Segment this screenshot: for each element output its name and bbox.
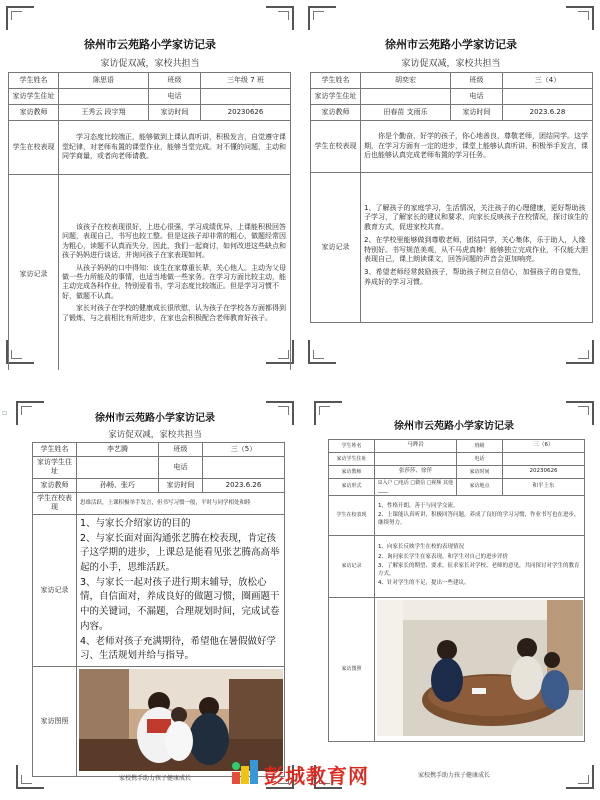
copy-icon: ▫ bbox=[2, 408, 8, 417]
corner-ornament bbox=[308, 6, 336, 30]
corner-ornament bbox=[308, 340, 336, 364]
label-address: 家访学生住址 bbox=[33, 457, 77, 479]
label-performance: 学生在校表现 bbox=[9, 121, 59, 175]
record-card-4 bbox=[308, 395, 600, 795]
corner-ornament bbox=[6, 6, 34, 30]
date-value: 2023.6.26 bbox=[203, 478, 285, 492]
label-teacher: 家访教师 bbox=[311, 105, 361, 121]
record-text: 1、与家长介绍家访的目的 2、与家长面对面沟通张艺腾在校表现，肯定孩子这学期的进步，上课总是能看见张艺腾高高举起的小手，思维活跃。 3、与家长一起对孩子进行期末辅导，放松心情，自信面对，养成良好的做题习惯，圈画题干中的关键词，不漏题，合理规划时间，完成试卷内容。 4、老师对孩子充满期待，希望他在暑假做好学习、生活规划并给与指导。 bbox=[77, 514, 285, 666]
home-visit-photo bbox=[377, 600, 583, 736]
record-table bbox=[310, 72, 593, 323]
label-phone: 电话 bbox=[457, 453, 503, 466]
label-time: 家访时间 bbox=[149, 105, 201, 121]
corner-ornament bbox=[266, 6, 294, 30]
card-title: 徐州市云苑路小学家访记录 bbox=[385, 38, 517, 51]
card-subtitle: 家访促双减，家校共担当 bbox=[108, 430, 202, 440]
label-class: 班级 bbox=[159, 443, 203, 457]
label-performance: 学生在校表现 bbox=[329, 495, 375, 535]
label-teacher: 家访教师 bbox=[9, 105, 59, 121]
watermark-text: 彭城教育网 bbox=[264, 764, 369, 788]
label-address: 家访学生住址 bbox=[311, 89, 361, 105]
label-teacher: 家访教师 bbox=[33, 478, 77, 492]
class-value: 三（5） bbox=[203, 443, 285, 457]
class-value: 三（4） bbox=[503, 73, 593, 89]
label-address: 家访学生住址 bbox=[9, 89, 59, 105]
label-record: 家访记录 bbox=[33, 514, 77, 666]
card-subtitle: 家访促双减，家校共担当 bbox=[100, 59, 200, 69]
record-table bbox=[328, 439, 585, 742]
card-subtitle: 家访促双减，家校共担当 bbox=[401, 59, 501, 69]
label-phone: 电话 bbox=[451, 89, 503, 105]
performance-text: 1、性格开朗，善于与同学交流。 2、上课能认真听讲，积极回答问题，养成了良好的学习习惯，作业书写也在进步，继续努力。 bbox=[375, 495, 585, 535]
label-performance: 学生在校表现 bbox=[33, 492, 77, 514]
student-name: 胡奕宏 bbox=[361, 73, 451, 89]
label-address: 家访学生住址 bbox=[329, 453, 375, 466]
label-time: 家访时间 bbox=[457, 466, 503, 479]
label-performance: 学生在校表现 bbox=[311, 121, 361, 173]
location-value: 和平上东 bbox=[503, 479, 585, 496]
record-table bbox=[8, 72, 291, 370]
label-class: 班级 bbox=[451, 73, 503, 89]
class-value: 三年级 7 班 bbox=[201, 73, 291, 89]
logo-icon bbox=[230, 758, 260, 786]
label-form: 家访形式 bbox=[329, 479, 375, 496]
label-student-name: 学生姓名 bbox=[329, 440, 375, 453]
label-class: 班级 bbox=[457, 440, 503, 453]
record-card-2 bbox=[302, 0, 600, 370]
record-text: 1、向家长反映学生在校的表现情况 2、询问家长学生在家表现，和学生对自己的进步评价 3、了解家长的期望、要求，征求家长对学校、老师的意见，共同探讨对学生的教育方式。 4、针对学生的不足，提出一些建议。 bbox=[375, 535, 585, 597]
label-student-name: 学生姓名 bbox=[311, 73, 361, 89]
performance-text: 你是个勤奋，好学的孩子，你心地善良，尊敬老师，团结同学。这学期，在学习方面有一定的进步，课堂上能够认真听讲，积极举手发言，课后也能够认真完成老师布置的学习任务。 bbox=[361, 121, 593, 173]
label-teacher: 家访教师 bbox=[329, 466, 375, 479]
label-phone: 电话 bbox=[159, 457, 203, 479]
class-value: 三（6） bbox=[503, 440, 585, 453]
label-photo: 家访图照 bbox=[33, 666, 77, 776]
date-value: 20230626 bbox=[201, 105, 291, 121]
card-title: 徐州市云苑路小学家访记录 bbox=[394, 421, 514, 432]
record-card-1 bbox=[0, 0, 300, 370]
student-name: 李艺腾 bbox=[77, 443, 159, 457]
watermark-logo bbox=[230, 752, 380, 792]
label-student-name: 学生姓名 bbox=[33, 443, 77, 457]
corner-ornament bbox=[566, 340, 594, 364]
date-value: 2023.6.28 bbox=[503, 105, 593, 121]
teacher-value: 孙畅、张巧 bbox=[77, 478, 159, 492]
teacher-value: 张莎莎、徐萍 bbox=[375, 466, 457, 479]
teacher-value: 王秀云 段宇翔 bbox=[59, 105, 149, 121]
card-footer: 家校携手助力孩子健康成长 bbox=[118, 775, 191, 782]
label-photo: 家访图照 bbox=[329, 597, 375, 741]
corner-ornament bbox=[566, 6, 594, 30]
label-record: 家访记录 bbox=[329, 535, 375, 597]
card-title: 徐州市云苑路小学家访记录 bbox=[84, 38, 216, 51]
label-time: 家访时间 bbox=[159, 478, 203, 492]
record-table bbox=[32, 442, 285, 777]
label-student-name: 学生姓名 bbox=[9, 73, 59, 89]
student-name: 陈思语 bbox=[59, 73, 149, 89]
label-record: 家访记录 bbox=[311, 173, 361, 323]
label-record: 家访记录 bbox=[9, 175, 59, 371]
record-card-3 bbox=[10, 395, 300, 795]
student-name: 马晔岩 bbox=[375, 440, 457, 453]
label-time: 家访时间 bbox=[451, 105, 503, 121]
record-text: 1、了解孩子的家庭学习，生活情况，关注孩子的心理健康，更好帮助孩子学习，了解家长的建议和要求，向家长反映孩子在校情况，探讨该生的教育方式，促进家校共育。 2、在学校里能够做到尊敬老师，团结同学，关心集体，乐于助人，人缘特别好。书写规范美观，从不马虎真棒！能够独立完成作业，不仅能大胆表现自己，课上朗读课文，回答问题的声音会更加响亮。 3、希望老师经常鼓励孩子，帮助孩子树立自信心，加强孩子的自觉性，养成好的学习习惯。 bbox=[361, 173, 593, 323]
card-title: 徐州市云苑路小学家访记录 bbox=[95, 413, 215, 424]
label-phone: 电话 bbox=[149, 89, 201, 105]
teacher-value: 田春苗 支雨乐 bbox=[361, 105, 451, 121]
performance-text: 思维活跃，上课积极举手发言，但书写习惯一般，平时与同学相处和睦 bbox=[77, 492, 285, 514]
label-class: 班级 bbox=[149, 73, 201, 89]
card-footer: 家校携手助力孩子健康成长 bbox=[417, 772, 490, 779]
record-text: 该孩子在校表现很好，上进心很强，学习成绩优异，上课能积极回答问题，表现自己，书写也较工整。但是这孩子却非常的粗心，做题经常因为粗心，读题不认真而失分，因此，我们一起商讨，如何改进这些缺点和孩子妈妈进行谈话，并询问孩子在家表现如何。 从孩子妈妈的口中得知：该生在家尊重长辈，关心他人。主动为父母做一些力所能及的事情，也适当地做一些家务。在学习方面比较主动，能主动完成各科作业，特别爱看书，学习态度比较端正。但是学习习惯不好，做题不认真。 家长对孩子在学校的健康成长很欣慰，认为孩子在学校各方面都得到了锻炼，与之前相比有所进步，在家也会积极配合老师教育好孩子。 bbox=[59, 175, 291, 371]
date-value: 20230626 bbox=[503, 466, 585, 479]
performance-text: 学习态度比较端正，能够做到上课认真听讲，积极发言，自觉遵守课堂纪律，对老师布置的课堂作业，能够当堂完成。对不懂的问题，主动和同学商量，或者向老师请教。 bbox=[59, 121, 291, 175]
visit-form-options: ☑入户 □电话 □微信 □视频 其他____ bbox=[375, 479, 457, 496]
label-location: 家访地点 bbox=[457, 479, 503, 496]
